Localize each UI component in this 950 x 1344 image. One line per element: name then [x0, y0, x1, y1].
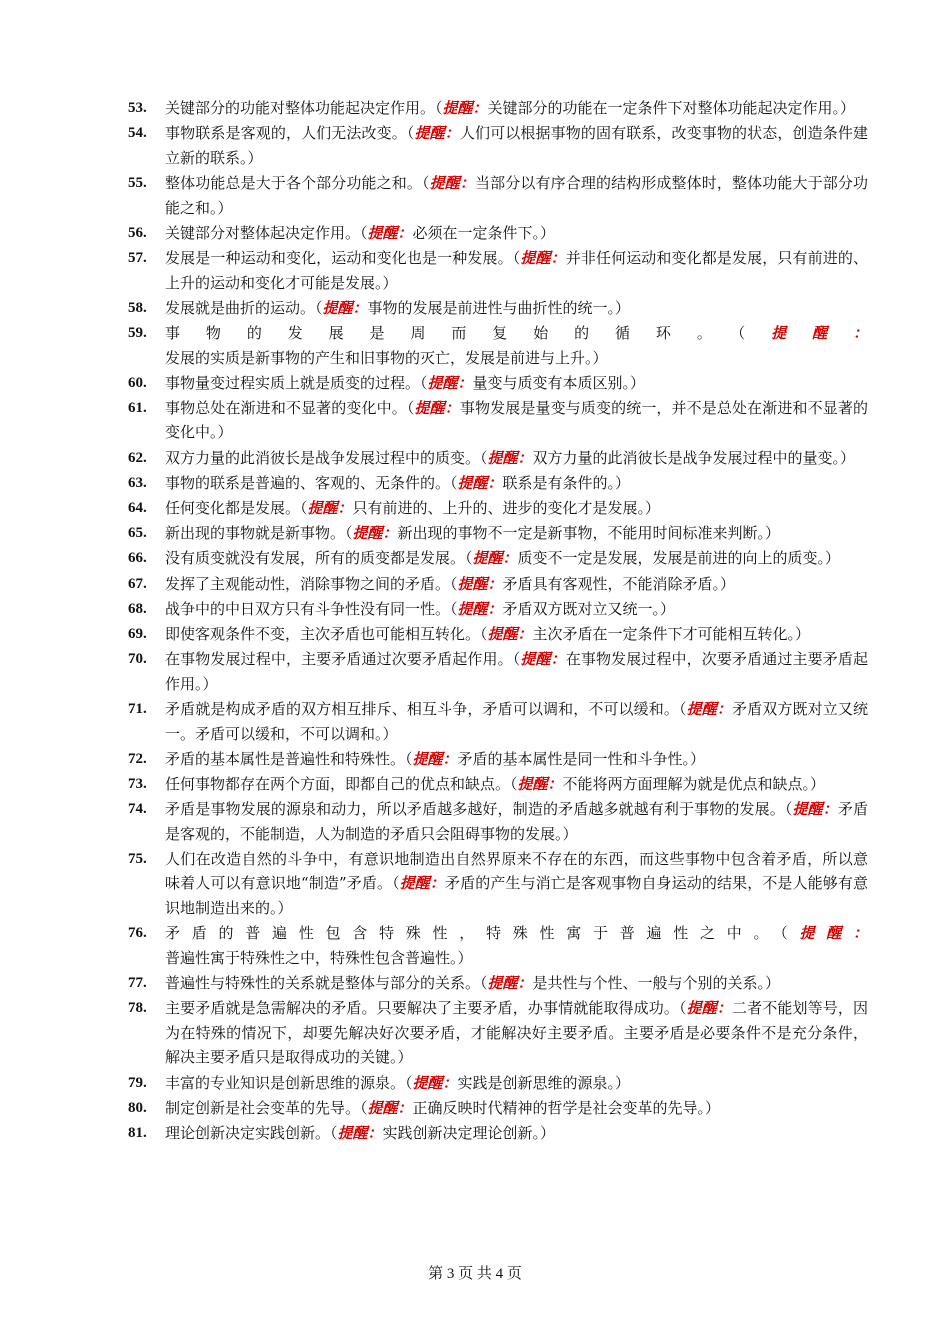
reminder-text: 矛盾的基本属性是同一性和斗争性。） — [457, 749, 706, 768]
item-body — [165, 697, 868, 746]
item-body — [165, 1121, 868, 1146]
reminder-text: 联系是有条件的。） — [502, 473, 631, 492]
reminder-label: 提醒： — [771, 323, 868, 342]
item-number: 76. — [128, 925, 147, 942]
reminder-label: 提醒： — [792, 800, 838, 819]
reminder-text: 只有前进的、上升的、进步的变化才是发展。） — [352, 499, 661, 518]
reminder-text: 事物的发展是前进性与曲折性的统一。） — [367, 298, 631, 317]
statement-text: 任何事物都存在两个方面，即都自己的优点和缺点。（ — [165, 774, 518, 793]
statement-text: 双方力量的此消彼长是战争发展过程中的质变。（ — [165, 448, 488, 467]
reminder-text: 量变与质变有本质区别。） — [472, 373, 646, 392]
item-body — [165, 572, 868, 597]
statement-text: 普遍性与特殊性的关系就是整体与部分的关系。（ — [165, 974, 488, 993]
statement-text: 新出现的事物就是新事物。（ — [165, 524, 353, 543]
reminder-text: 矛盾双方既对立又统一。矛盾可以缓和，不可以调和。） — [165, 699, 868, 743]
reminder-label: 提醒： — [487, 624, 533, 643]
item-number: 66. — [128, 550, 147, 567]
list-item — [128, 521, 868, 546]
item-body — [165, 296, 868, 321]
statement-text: 矛盾的基本属性是普遍性和特殊性。（ — [165, 749, 413, 768]
statement-text: 人们在改造自然的斗争中，有意识地制造出自然界原来不存在的东西，而这些事物中包含着矛盾，所以意味着人可以有意识地“制造”矛盾。（ — [165, 849, 868, 893]
item-body — [165, 321, 868, 370]
reminder-label: 提醒： — [517, 774, 563, 793]
list-item — [128, 121, 868, 170]
list-item — [128, 697, 868, 746]
reminder-text: 发展的实质是新事物的产生和旧事物的灭亡，发展是前进与上升。） — [165, 348, 608, 367]
list-item — [128, 597, 868, 622]
item-number: 61. — [128, 399, 147, 416]
list-item — [128, 1071, 868, 1096]
list-item — [128, 471, 868, 496]
item-body — [165, 371, 868, 396]
item-body — [165, 597, 868, 622]
item-body — [165, 396, 868, 445]
list-item — [128, 996, 868, 1070]
reminder-label: 提醒： — [457, 574, 503, 593]
item-body — [165, 921, 868, 970]
list-item — [128, 847, 868, 921]
item-number: 72. — [128, 750, 147, 767]
item-body — [165, 1096, 868, 1121]
reminder-text: 二者不能划等号，因为在特殊的情况下，却要先解决好次要矛盾，才能解决好主要矛盾。主要矛盾是必要条件不是充分条件，解决主要矛盾只是取得成功的关键。） — [165, 999, 868, 1067]
item-body — [165, 171, 868, 220]
item-body — [165, 847, 868, 921]
item-body — [165, 121, 868, 170]
statement-text: 事物联系是客观的，人们无法改变。（ — [165, 124, 415, 143]
statement-text: 矛盾的普遍性包含特殊性，特殊性寓于普遍性之中。（ — [165, 924, 800, 943]
reminder-text: 是共性与个性、一般与个别的关系。） — [532, 974, 781, 993]
reminder-text: 事物发展是量变与质变的统一，并不是总处在渐进和不显著的变化中。） — [165, 398, 868, 442]
item-number: 57. — [128, 249, 147, 266]
statement-text: 事物总处在渐进和不显著的变化中。（ — [165, 398, 415, 417]
item-number: 70. — [128, 651, 147, 668]
statement-text: 发展是一种运动和变化，运动和变化也是一种发展。（ — [165, 248, 521, 267]
item-number: 62. — [128, 449, 147, 466]
statement-text: 没有质变就没有发展，所有的质变都是发展。（ — [165, 549, 473, 568]
list-item — [128, 446, 868, 471]
item-number: 53. — [128, 100, 147, 116]
reminder-text: 普遍性寓于特殊性之中，特殊性包含普遍性。） — [165, 948, 473, 967]
reminder-text: 关键部分的功能在一定条件下对整体功能起决定作用。） — [487, 99, 856, 117]
item-number: 56. — [128, 224, 147, 241]
reminder-label: 提醒： — [520, 248, 566, 267]
list-item — [128, 321, 868, 370]
reminder-label: 提醒： — [799, 924, 868, 943]
reminder-text: 不能将两方面理解为就是优点和缺点。） — [562, 774, 826, 793]
list-item — [128, 572, 868, 597]
item-body — [165, 971, 868, 996]
reminder-label: 提醒： — [412, 749, 458, 768]
item-body — [165, 772, 868, 797]
reminder-text: 正确反映时代精神的哲学是社会变革的先导。） — [412, 1098, 721, 1117]
reminder-label: 提醒： — [520, 650, 566, 669]
list-item — [128, 96, 868, 121]
reminder-label: 提醒： — [472, 549, 518, 568]
statement-text: 主要矛盾就是急需解决的矛盾。只要解决了主要矛盾，办事情就能取得成功。（ — [165, 999, 687, 1018]
statement-text: 矛盾就是构成矛盾的双方相互排斥、相互斗争，矛盾可以调和，不可以缓和。（ — [165, 699, 687, 718]
statement-text: 在事物发展过程中，主要矛盾通过次要矛盾起作用。（ — [165, 650, 521, 669]
reminder-text: 实践创新决定理论创新。） — [382, 1123, 556, 1142]
item-number: 74. — [128, 801, 147, 818]
reminder-text: 当部分以有序合理的结构形成整体时，整体功能大于部分功能之和。） — [165, 173, 868, 217]
item-number: 81. — [128, 1124, 147, 1141]
item-number: 77. — [128, 975, 147, 992]
item-body — [165, 647, 868, 696]
item-body — [165, 446, 868, 471]
statement-text: 发挥了主观能动性，消除事物之间的矛盾。（ — [165, 574, 458, 593]
item-body — [165, 221, 868, 246]
statement-text: 任何变化都是发展。（ — [165, 499, 308, 518]
item-body — [165, 546, 868, 571]
reminder-text: 人们可以根据事物的固有联系，改变事物的状态，创造条件建立新的联系。） — [165, 124, 868, 167]
statement-text: 发展就是曲折的运动。（ — [165, 298, 323, 317]
item-body — [165, 797, 868, 846]
item-number: 55. — [128, 174, 147, 191]
item-body — [165, 1071, 868, 1096]
reminder-label: 提醒： — [367, 1098, 413, 1117]
reminder-label: 提醒： — [414, 124, 460, 143]
item-body — [165, 521, 868, 546]
reminder-text: 并非任何运动和变化都是发展，只有前进的、上升的运动和变化才可能是发展。） — [165, 248, 868, 292]
list-item — [128, 221, 868, 246]
list-item — [128, 246, 868, 295]
list-item — [128, 647, 868, 696]
reminder-text: 新出现的事物不一定是新事物，不能用时间标准来判断。） — [397, 524, 781, 543]
reminder-label: 提醒： — [686, 999, 733, 1018]
statement-text: 事物的联系是普遍的、客观的、无条件的。（ — [165, 473, 458, 492]
item-number: 79. — [128, 1074, 147, 1091]
reminder-text: 矛盾具有客观性，不能消除矛盾。） — [502, 574, 736, 593]
item-number: 59. — [128, 324, 147, 341]
reminder-label: 提醒： — [442, 99, 488, 117]
statement-text: 丰富的专业知识是创新思维的源泉。（ — [165, 1073, 413, 1092]
item-body — [165, 622, 868, 647]
list-item — [128, 921, 868, 970]
item-number: 60. — [128, 374, 147, 391]
reminder-label: 提醒： — [307, 499, 353, 518]
list-item — [128, 396, 868, 445]
list-item — [128, 171, 868, 220]
item-number: 73. — [128, 775, 147, 792]
page-footer: 第 3 页 共 4 页 — [428, 1266, 522, 1282]
list-item — [128, 1096, 868, 1121]
reminder-text: 矛盾的产生与消亡是客观事物自身运动的结果，不是人能够有意识地制造出来的。） — [165, 874, 868, 918]
reminder-label: 提醒： — [457, 599, 503, 618]
item-number: 69. — [128, 625, 147, 642]
item-number: 63. — [128, 474, 147, 491]
reminder-label: 提醒： — [399, 874, 446, 893]
reminder-label: 提醒： — [367, 223, 413, 242]
item-number: 71. — [128, 700, 147, 717]
list-item — [128, 371, 868, 396]
item-number: 68. — [128, 600, 147, 617]
item-number: 54. — [128, 125, 147, 142]
list-item — [128, 296, 868, 321]
item-body — [165, 246, 868, 295]
statement-text: 战争中的中日双方只有斗争性没有同一性。（ — [165, 599, 458, 618]
reminder-text: 矛盾双方既对立又统一。） — [502, 599, 676, 618]
reminder-text: 质变不一定是发展，发展是前进的向上的质变。） — [517, 549, 841, 568]
reminder-label: 提醒： — [487, 974, 533, 993]
reminder-text: 必须在一定条件下。） — [412, 223, 556, 242]
statement-text: 事物量变过程实质上就是质变的过程。（ — [165, 373, 428, 392]
reminder-label: 提醒： — [412, 1073, 458, 1092]
list-item — [128, 797, 868, 846]
statement-text: 即使客观条件不变，主次矛盾也可能相互转化。（ — [165, 624, 488, 643]
reminder-label: 提醒： — [429, 173, 475, 192]
list-item — [128, 1121, 868, 1146]
statement-text: 矛盾是事物发展的源泉和动力，所以矛盾越多越好，制造的矛盾越多就越有利于事物的发展。（ — [165, 800, 793, 819]
reminder-label: 提醒： — [487, 448, 533, 467]
reminder-text: 双方力量的此消彼长是战争发展过程中的量变。） — [532, 448, 856, 467]
item-number: 65. — [128, 525, 147, 542]
item-body — [165, 996, 868, 1070]
statement-text: 事物的发展是周而复始的循环。（ — [165, 323, 772, 342]
list-item — [128, 546, 868, 571]
reminder-label: 提醒： — [352, 524, 398, 543]
item-number: 64. — [128, 500, 147, 517]
statement-text: 整体功能总是大于各个部分功能之和。（ — [165, 173, 430, 192]
item-number: 80. — [128, 1099, 147, 1116]
item-number: 58. — [128, 299, 147, 316]
reminder-text: 在事物发展过程中，次要矛盾通过主要矛盾起作用。） — [165, 650, 868, 693]
statement-text: 关键部分对整体起决定作用。（ — [165, 223, 368, 242]
statement-list — [128, 96, 868, 1146]
reminder-label: 提醒： — [457, 473, 503, 492]
item-body — [165, 496, 868, 521]
reminder-label: 提醒： — [414, 398, 460, 417]
reminder-label: 提醒： — [686, 699, 733, 718]
item-number: 75. — [128, 850, 147, 867]
list-item — [128, 772, 868, 797]
list-item — [128, 747, 868, 772]
list-item — [128, 622, 868, 647]
item-number: 78. — [128, 1000, 147, 1017]
item-body — [165, 96, 868, 121]
reminder-label: 提醒： — [322, 298, 368, 317]
list-item — [128, 971, 868, 996]
reminder-text: 矛盾是客观的，不能制造，人为制造的矛盾只会阻碍事物的发展。） — [165, 800, 868, 843]
reminder-text: 主次矛盾在一定条件下才可能相互转化。） — [532, 624, 811, 643]
item-body — [165, 747, 868, 772]
statement-text: 理论创新决定实践创新。（ — [165, 1123, 338, 1142]
list-item — [128, 496, 868, 521]
reminder-text: 实践是创新思维的源泉。） — [457, 1073, 631, 1092]
item-number: 67. — [128, 575, 147, 592]
reminder-label: 提醒： — [427, 373, 473, 392]
statement-text: 制定创新是社会变革的先导。（ — [165, 1098, 368, 1117]
reminder-label: 提醒： — [337, 1123, 383, 1142]
statement-text: 关键部分的功能对整体功能起决定作用。（ — [165, 99, 443, 117]
item-body — [165, 471, 868, 496]
